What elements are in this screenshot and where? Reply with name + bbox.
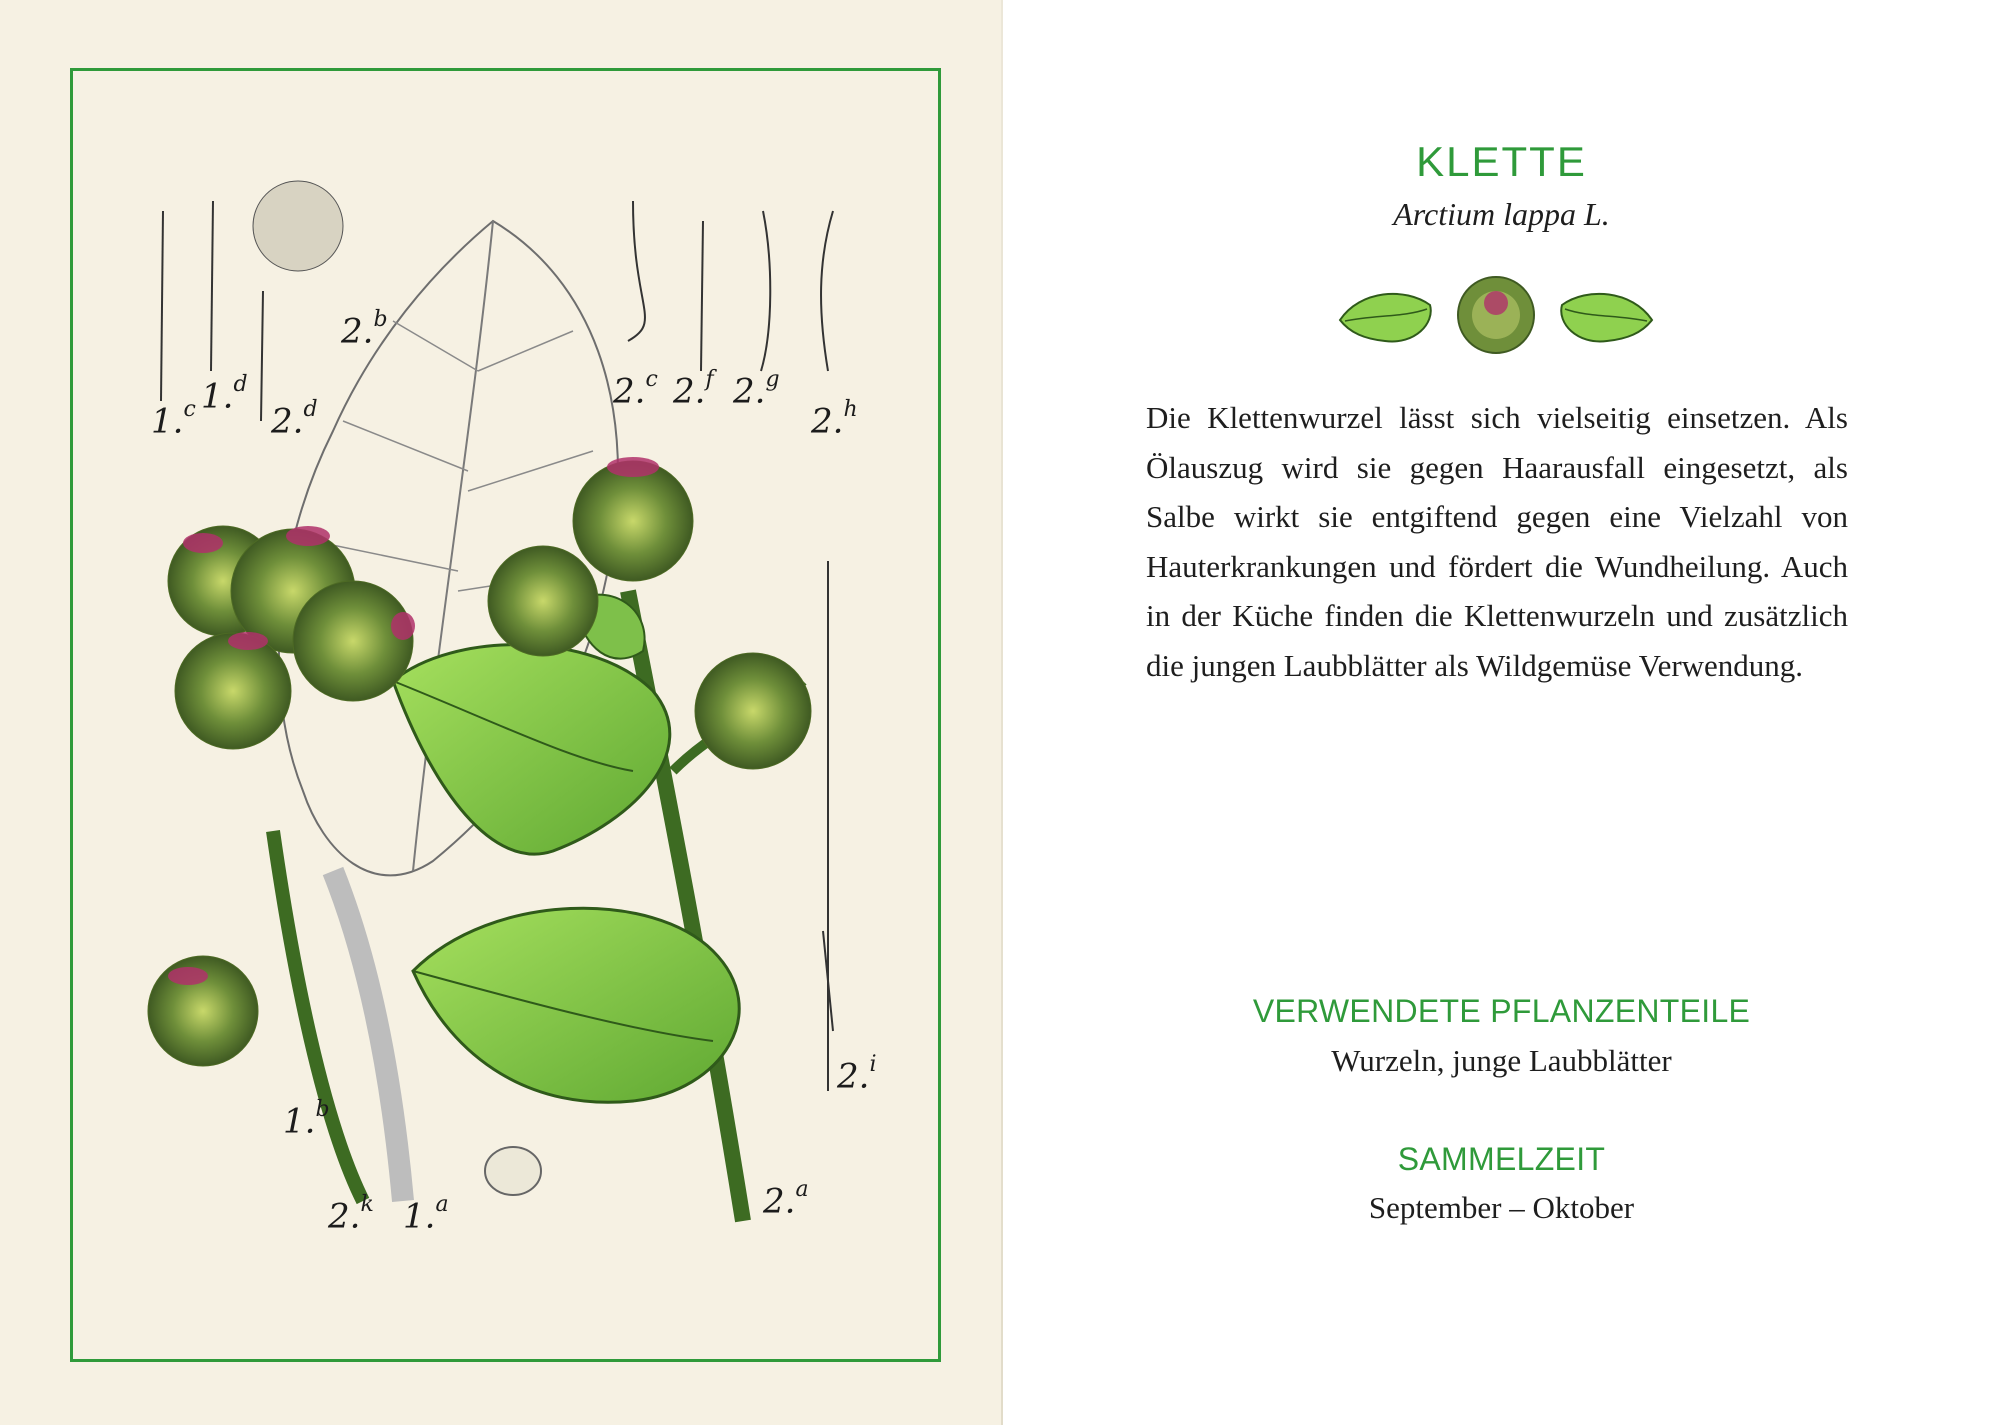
leaf-icon xyxy=(1340,294,1431,342)
figure-label: 2.$^c$ xyxy=(613,367,658,412)
figure-label: 1.$^c$ xyxy=(151,397,196,442)
burdock-illustration xyxy=(73,71,938,1359)
figure-label: 2.$^h$ xyxy=(811,397,858,442)
used-parts-value: Wurzeln, junge Laubblätter xyxy=(1331,1043,1672,1078)
harvest-season-heading: SAMMELZEIT xyxy=(1397,1141,1606,1177)
plant-title: KLETTE xyxy=(1416,138,1587,185)
leaf-icon xyxy=(1561,294,1652,342)
figure-label: 1.$^a$ xyxy=(403,1192,449,1237)
figure-label: 2.$^f$ xyxy=(673,367,714,412)
figure-label: 2.$^a$ xyxy=(763,1177,809,1222)
used-parts-heading: VERWENDETE PFLANZENTEILE xyxy=(1252,993,1751,1029)
figure-label: 2.$^d$ xyxy=(271,397,318,442)
figure-label: 2.$^b$ xyxy=(341,307,388,352)
decorative-ornament xyxy=(1335,275,1657,355)
figure-label: 1.$^d$ xyxy=(201,372,248,417)
plant-description: Die Klettenwurzel lässt sich vielseitig einsetzen. Als Ölauszug wird sie gegen Haarausfall eingesetzt, als Salbe wirkt sie entgiftend gegen eine Vielzahl von Hauterkrankungen und fördert die Wundheilung. Auch in der Küche finden die Klettenwurzeln und zusätzlich die jungen Laubblätter als Wildgemüse Verwendung. xyxy=(1146,400,1848,683)
latin-name: Arctium lappa L. xyxy=(1393,196,1610,232)
burr-icon xyxy=(1458,277,1534,353)
plate-frame xyxy=(70,68,941,1362)
figure-label: 2.$^i$ xyxy=(837,1052,877,1097)
figure-label: 1.$^b$ xyxy=(283,1097,330,1142)
figure-label: 2.$^g$ xyxy=(733,367,780,412)
figure-label: 2.$^k$ xyxy=(328,1192,374,1237)
text-page xyxy=(1003,0,2000,1425)
leaf-2 xyxy=(413,908,739,1102)
harvest-season-value: September – Oktober xyxy=(1368,1190,1635,1225)
leaf-1 xyxy=(393,645,670,854)
